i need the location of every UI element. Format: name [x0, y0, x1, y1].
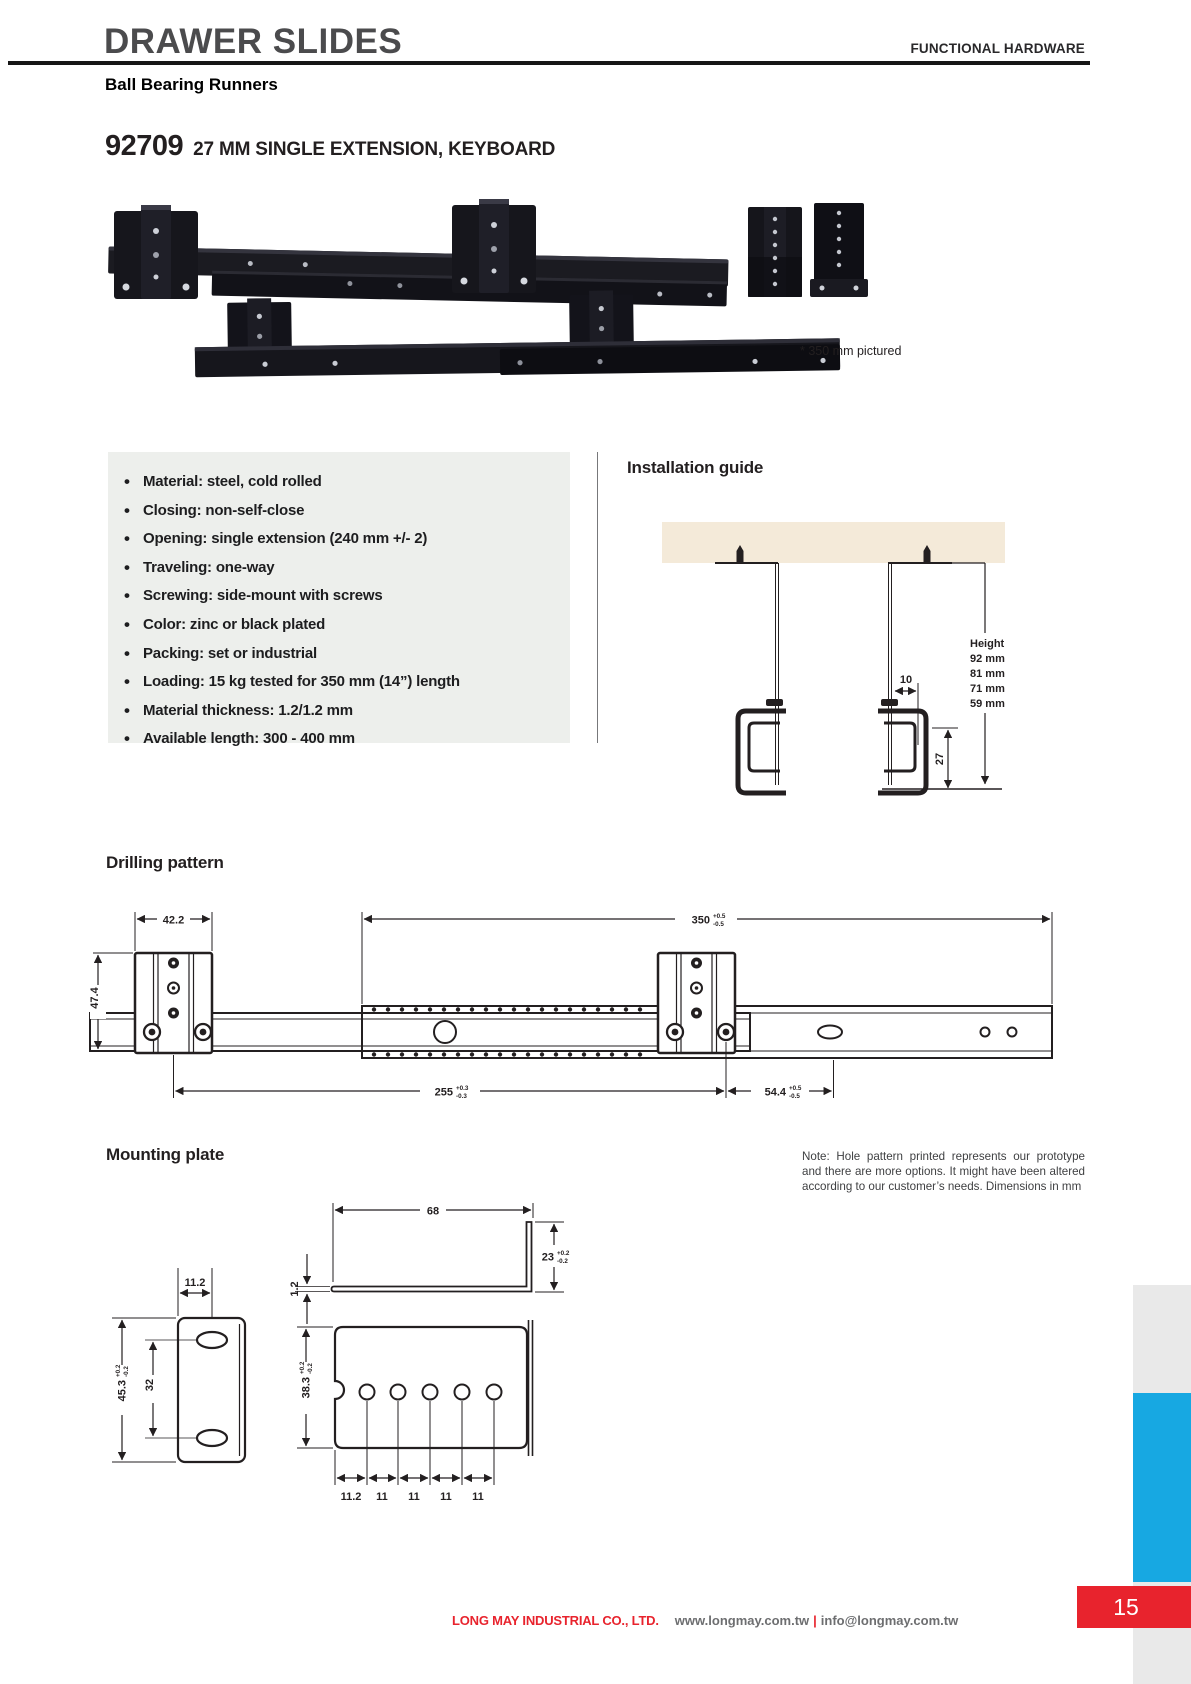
- dim-end-offset-tol-plus: +0.5: [789, 1085, 802, 1092]
- dim-end-offset-value: 54.4: [764, 1086, 786, 1099]
- note-text: Note: Hole pattern printed represents our prototype and there are more options. It might have been altered according to our customer’s needs. Dimensions in mm: [802, 1150, 1085, 1193]
- dim-plate-height-tol-plus: +0.2: [115, 1364, 122, 1377]
- photo-caption: * 350 mm pictured: [800, 344, 902, 358]
- height-option: 92 mm: [970, 653, 1005, 665]
- top-slide-bracket-left: [114, 205, 198, 299]
- height-title: Height: [970, 638, 1005, 650]
- category-label: FUNCTIONAL HARDWARE: [910, 41, 1085, 56]
- rail-hole: [434, 1021, 456, 1043]
- footer-links: [675, 1613, 958, 1628]
- mounting-heading: Mounting plate: [106, 1145, 225, 1164]
- spec-item: • Packing: set or industrial: [124, 640, 560, 669]
- section-subtitle: Ball Bearing Runners: [105, 75, 278, 94]
- installation-heading: Installation guide: [627, 458, 764, 477]
- drilling-pattern-diagram: [85, 900, 1085, 1105]
- rail-slot: [818, 1026, 842, 1039]
- dim-thickness-label: 1.2: [289, 1281, 301, 1297]
- dim-length-value: 350: [691, 914, 710, 927]
- dim-flange-height-value: 23: [541, 1251, 554, 1264]
- drilling-bracket-left: [135, 953, 212, 1053]
- dim-flange-length-label: 68: [426, 1205, 440, 1218]
- plate-side-view: [289, 1202, 572, 1324]
- page-number: 15: [1113, 1593, 1139, 1620]
- spec-item: • Screwing: side-mount with screws: [124, 582, 560, 611]
- dim-hole-span-tol-minus: -0.3: [456, 1093, 467, 1100]
- page-title: DRAWER SLIDES: [104, 22, 403, 61]
- dim-end-offset-tol-minus: -0.5: [789, 1093, 800, 1100]
- spec-item: • Material thickness: 1.2/1.2 mm: [124, 697, 560, 726]
- footer-website: www.longmay.com.tw: [674, 1613, 810, 1628]
- wood-panel: [662, 522, 1005, 563]
- product-code: 92709: [105, 130, 184, 162]
- dim-hole-span-tol-plus: +0.3: [456, 1085, 469, 1092]
- footer: [452, 1613, 958, 1628]
- top-slide-bracket-right: [452, 199, 536, 293]
- height-option: 59 mm: [970, 698, 1005, 710]
- hole-spacing-label: 11.2: [340, 1491, 362, 1503]
- spec-item: • Available length: 300 - 400 mm: [124, 725, 560, 754]
- column-divider: [597, 452, 598, 743]
- dim-gap-label: 10: [899, 674, 913, 686]
- bracket-front-view: [112, 1268, 245, 1462]
- plate-hole: [423, 1385, 438, 1400]
- drilling-bracket-right: [658, 953, 735, 1053]
- product-photo-top-slide: [108, 199, 729, 306]
- dim-plate-width-tol-minus: -0.2: [307, 1363, 314, 1374]
- product-name: 27 MM SINGLE EXTENSION, KEYBOARD: [193, 139, 556, 160]
- footer-company: LONG MAY INDUSTRIAL CO., LTD.: [452, 1613, 659, 1628]
- plate-hole: [360, 1385, 375, 1400]
- dim-plate-width-value: 38.3: [300, 1377, 313, 1399]
- dim-length-tol-minus: -0.5: [713, 921, 724, 928]
- dim-plate-width-tol-plus: +0.2: [299, 1361, 306, 1374]
- dim-flange-height-tol-minus: -0.2: [557, 1258, 568, 1265]
- page-number-box: [1077, 1586, 1191, 1628]
- dim-hole-span-value: 255: [434, 1086, 453, 1099]
- hole-spacing-label: 11: [472, 1491, 484, 1503]
- spec-item: • Color: zinc or black plated: [124, 611, 560, 640]
- dim-flange-height-tol-plus: +0.2: [557, 1250, 570, 1257]
- slide-cross-section-left: [715, 545, 786, 793]
- product-photo-mounting-brackets: [748, 203, 868, 297]
- height-option: 81 mm: [970, 668, 1005, 680]
- plate-hole: [455, 1385, 470, 1400]
- plate-top-view: [297, 1320, 533, 1503]
- spec-panel: [108, 452, 570, 748]
- footer-separator: |: [813, 1613, 817, 1628]
- dim-length-tol-plus: +0.5: [713, 913, 726, 920]
- dim-slot-offset-label: 11.2: [184, 1277, 206, 1289]
- product-photo: [100, 195, 945, 390]
- dim-slide-height-label: 27: [934, 752, 946, 766]
- mounting-plate-diagram: [90, 1190, 790, 1520]
- plate-hole: [391, 1385, 406, 1400]
- spec-item: • Opening: single extension (240 mm +/- 2): [124, 525, 560, 554]
- dim-plate-height-tol-minus: -0.2: [123, 1366, 130, 1377]
- dim-slide-height: [932, 728, 958, 788]
- spec-item: • Traveling: one-way: [124, 554, 560, 583]
- dim-bracket-width: [135, 911, 212, 951]
- drilling-heading: Drilling pattern: [106, 853, 224, 872]
- spec-list: [108, 452, 570, 754]
- footer-email: info@longmay.com.tw: [820, 1613, 959, 1628]
- hole-spacing-label: 11: [376, 1491, 388, 1503]
- hole-spacing-label: 11: [440, 1491, 452, 1503]
- spec-item: • Closing: non-self-close: [124, 497, 560, 526]
- spec-item: • Loading: 15 kg tested for 350 mm (14”) length: [124, 668, 560, 697]
- dim-plate-height-value: 45.3: [116, 1380, 129, 1402]
- plate-hole: [487, 1385, 502, 1400]
- bracket-slot: [197, 1430, 227, 1446]
- header-rule: [8, 61, 1090, 65]
- installation-diagram: [640, 505, 1040, 805]
- product-heading: [105, 130, 555, 163]
- dim-slot-span-label: 32: [144, 1378, 156, 1392]
- dim-side-height: [89, 953, 133, 1051]
- hole-spacing-label: 11: [408, 1491, 420, 1503]
- bracket-slot: [197, 1332, 227, 1348]
- slide-cross-section-right: [878, 545, 985, 793]
- dim-bracket-width-label: 42.2: [162, 914, 185, 927]
- height-option: 71 mm: [970, 683, 1005, 695]
- dim-side-height-label: 47.4: [89, 987, 101, 1009]
- edge-strip-blue: [1133, 1393, 1191, 1582]
- spec-item: • Material: steel, cold rolled: [124, 468, 560, 497]
